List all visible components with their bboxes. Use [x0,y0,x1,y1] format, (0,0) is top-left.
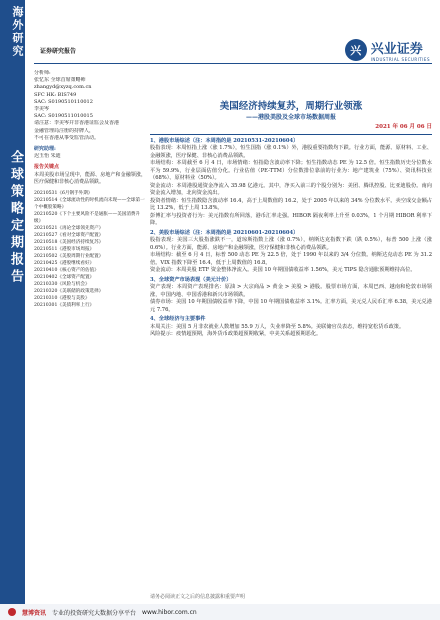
contacts-value: 迟玉怡 朱迪 [34,153,61,160]
section-paragraph: 资金流动：本周港股通资金净流入 35.98 亿港元。其中，净买入前三的个股分别为：美团、腾讯控股、比亚迪股份。南向资金流入增加，北向资金流出。 [150,182,432,196]
left-sidebar-band [0,0,25,620]
focus-text: 本周美股市场呈现中，能源、房地产和金融领涨，医疗保健和非核心消费品领跌。 [34,171,146,185]
analyst-line: 请注意：李美岑并非香港证监会及香港 [34,120,120,127]
report-title: 美国经济持续复苏，周期行业领涨 [219,101,363,112]
section-paragraph: 市场结构：截至 6 月 4 日，标普 500 动态 PE 为 22.5 倍，处于 1990 年以来的 3/4 分位数。纳斯达克动态 PE 为 31.2 倍。VIX 指数下降至 16.4，低于上周数值的 16.8。 [150,252,432,266]
footer-url[interactable]: www.hibor.com.cn [142,608,197,616]
disclaimer-note: 请务必阅读正文之后的信息披露和重要声明 [150,594,246,600]
related-report-link[interactable]: 20210310《港股与美股》 [34,296,90,302]
analyst-line: 不可在香港从事受监管活动。 [34,134,100,141]
section-heading: 3、全球资产市场表现（美元计价） [150,276,232,283]
related-reports-list [34,190,146,309]
related-report-link[interactable]: 20210330《风险与机会》 [34,282,90,288]
section-heading: 1、港股市场综述（注：本周指的是 20210531-20210604） [150,137,299,144]
footer-tagline: 专业的投资研究大数据分享平台 [52,609,137,617]
related-report-link[interactable]: 20210320《美联储的政策选择》 [34,289,104,295]
logo-mark-icon: 兴 [345,39,367,61]
section-heading: 2、美股市场综述（注：本周指的是 20210601-20210604） [150,229,299,236]
analyst-line: zhangyd@xyzq.com.cn [34,84,92,91]
sidebar-top-label: 海外研究 [11,6,24,58]
footer-bar [0,604,440,620]
related-report-link[interactable]: 20210514《全球流动性的时机流向未现——全球第一个中概股策略》 [34,198,145,211]
related-report-link[interactable]: 20210518《美国经济持续复苏》 [34,240,104,246]
analyst-block [34,70,146,142]
analyst-line: SFC HK: BIS749 [34,91,77,98]
analyst-line: SAC: S0190510110012 [34,98,93,105]
related-report-link[interactable]: 20210511《港股市场周报》 [34,247,95,253]
analyst-line: 分析师: [34,70,51,76]
section-paragraph: 资产表现：本周资产表现排名：原油 > 大宗商品 > 黄金 > 美股 > 港股。股票市场方面，本周巴西、越南和伦敦市场领涨，中国内地、中国香港和新兴市场领跌。 [150,284,432,298]
related-report-link[interactable]: 20210402《全球资产配置》 [34,275,95,281]
related-report-link[interactable]: 20210425《港股继续看好》 [34,261,95,267]
section-paragraph: 本周关注：美国 5 月非农就业人数增加 55.9 万人，失业率降至 5.8%。美联储官员表态，维持宽松货币政策。 [150,323,405,330]
section-paragraph: 债券市场：美国 10 年期国债收益率下降，中国 10 年期国债收益率 3.1%。汇率方面，美元兑人民币汇率 6.38，美元兑港元 7.76。 [150,299,432,313]
logo-name-cn: 兴业证券 [370,42,423,57]
contacts-heading: 研究助理: [34,146,56,153]
left-info-column [34,70,146,309]
related-report-link[interactable]: 20210520《下个主要风险不是通胀——美国消费升级》 [34,212,141,225]
main-content [150,100,432,339]
focus-heading: 报告关键点 [34,164,60,171]
doc-type-label: 证券研究报告 [40,48,77,55]
section-paragraph: 股指表现：本周恒指上涨（涨 1.7%），恒生国指（涨 0.1%）外，港股重要指数均下跌。行业方面，能源、原材料、工业、金融领涨，医疗保健、非核心消费品领跌。 [150,145,432,159]
section-heading: 4、全球经济与主要事件 [150,316,206,322]
footer-brand: 慧博资讯 [22,609,47,617]
related-report-link[interactable]: 20210502《美股周期行业配置》 [34,254,104,260]
sidebar-main-label: 全球策略定期报告 [8,150,23,286]
brand-logo-icon [8,608,16,616]
section-paragraph: 股指表现：美国三大股指涨跌不一，道琼斯指数上涨（涨 0.7%），纳斯达克指数下跌（跌 0.5%），标普 500 上涨（涨 0.6%）。行业方面，能源、房地产和金融领涨，医疗保健和非核心消费品领跌。 [150,237,432,251]
header-divider [34,63,432,64]
analyst-line: 张忆东 全球首席策略师 [34,77,86,84]
section-paragraph: 彭博汇率与投资者行为：美元指数有所回落，港币汇率走强。HIBOR 隔夜利率上升至 0.03%，1 个月期 HIBOR 利率下降。 [150,212,432,226]
related-report-link[interactable]: 20210410《核心资产的估值》 [34,268,99,274]
related-report-link[interactable]: 20210531《6月钢手外期》 [34,191,93,197]
analyst-line: 金融管理局注册的持牌人， [34,127,95,134]
analyst-line: 李美岑 [34,106,50,113]
related-report-link[interactable]: 20210301《美债利率上行》 [34,303,95,309]
section-paragraph: 风险提示：疫情超预期，海外货币政策超预期收紧，中美关系超预期恶化。 [150,331,322,337]
section-paragraph: 市场结构：本周截至 6 月 4 日，市场情绪：恒指隐含波动率下降；恒生指数动态 PE 为 12.5 倍。恒生指数历史分位数水平为 59.9%，行业层面估值分化。行业估值（PE-TTM）分位数排位靠前的行业为：地产建筑业（75%）、资讯科技业（68%）、原材料业（50%）。 [150,160,432,181]
related-report-link[interactable]: 20210527《看对全球资产配置》 [34,233,104,239]
title-divider [150,134,432,135]
section-paragraph: 投资者情绪：恒生指数隐含波动率 16.4，高于上周数值的 16.2，处于 2005 年以来的 34% 分位数水平。卖空成交金额占比 13.2%，低于上周 13.8%。 [150,197,432,211]
company-logo [345,38,430,62]
logo-name-en: INDUSTRIAL SECURITIES [370,57,430,62]
report-subtitle: ——港股美股及全球市场数据周报 [245,114,336,121]
related-report-link[interactable]: 20210521《再论全球领先资产》 [34,226,104,232]
report-body [150,138,432,339]
report-date: 2021 年 06 月 06 日 [375,124,432,130]
analyst-line: SAC: S0190511010015 [34,113,93,120]
section-paragraph: 资金流动：本周美股 ETF 资金整体净流入。美国 10 年期国债收益率 1.56%，美元 TIPS 隐含通胀预期维持高位。 [150,267,416,273]
